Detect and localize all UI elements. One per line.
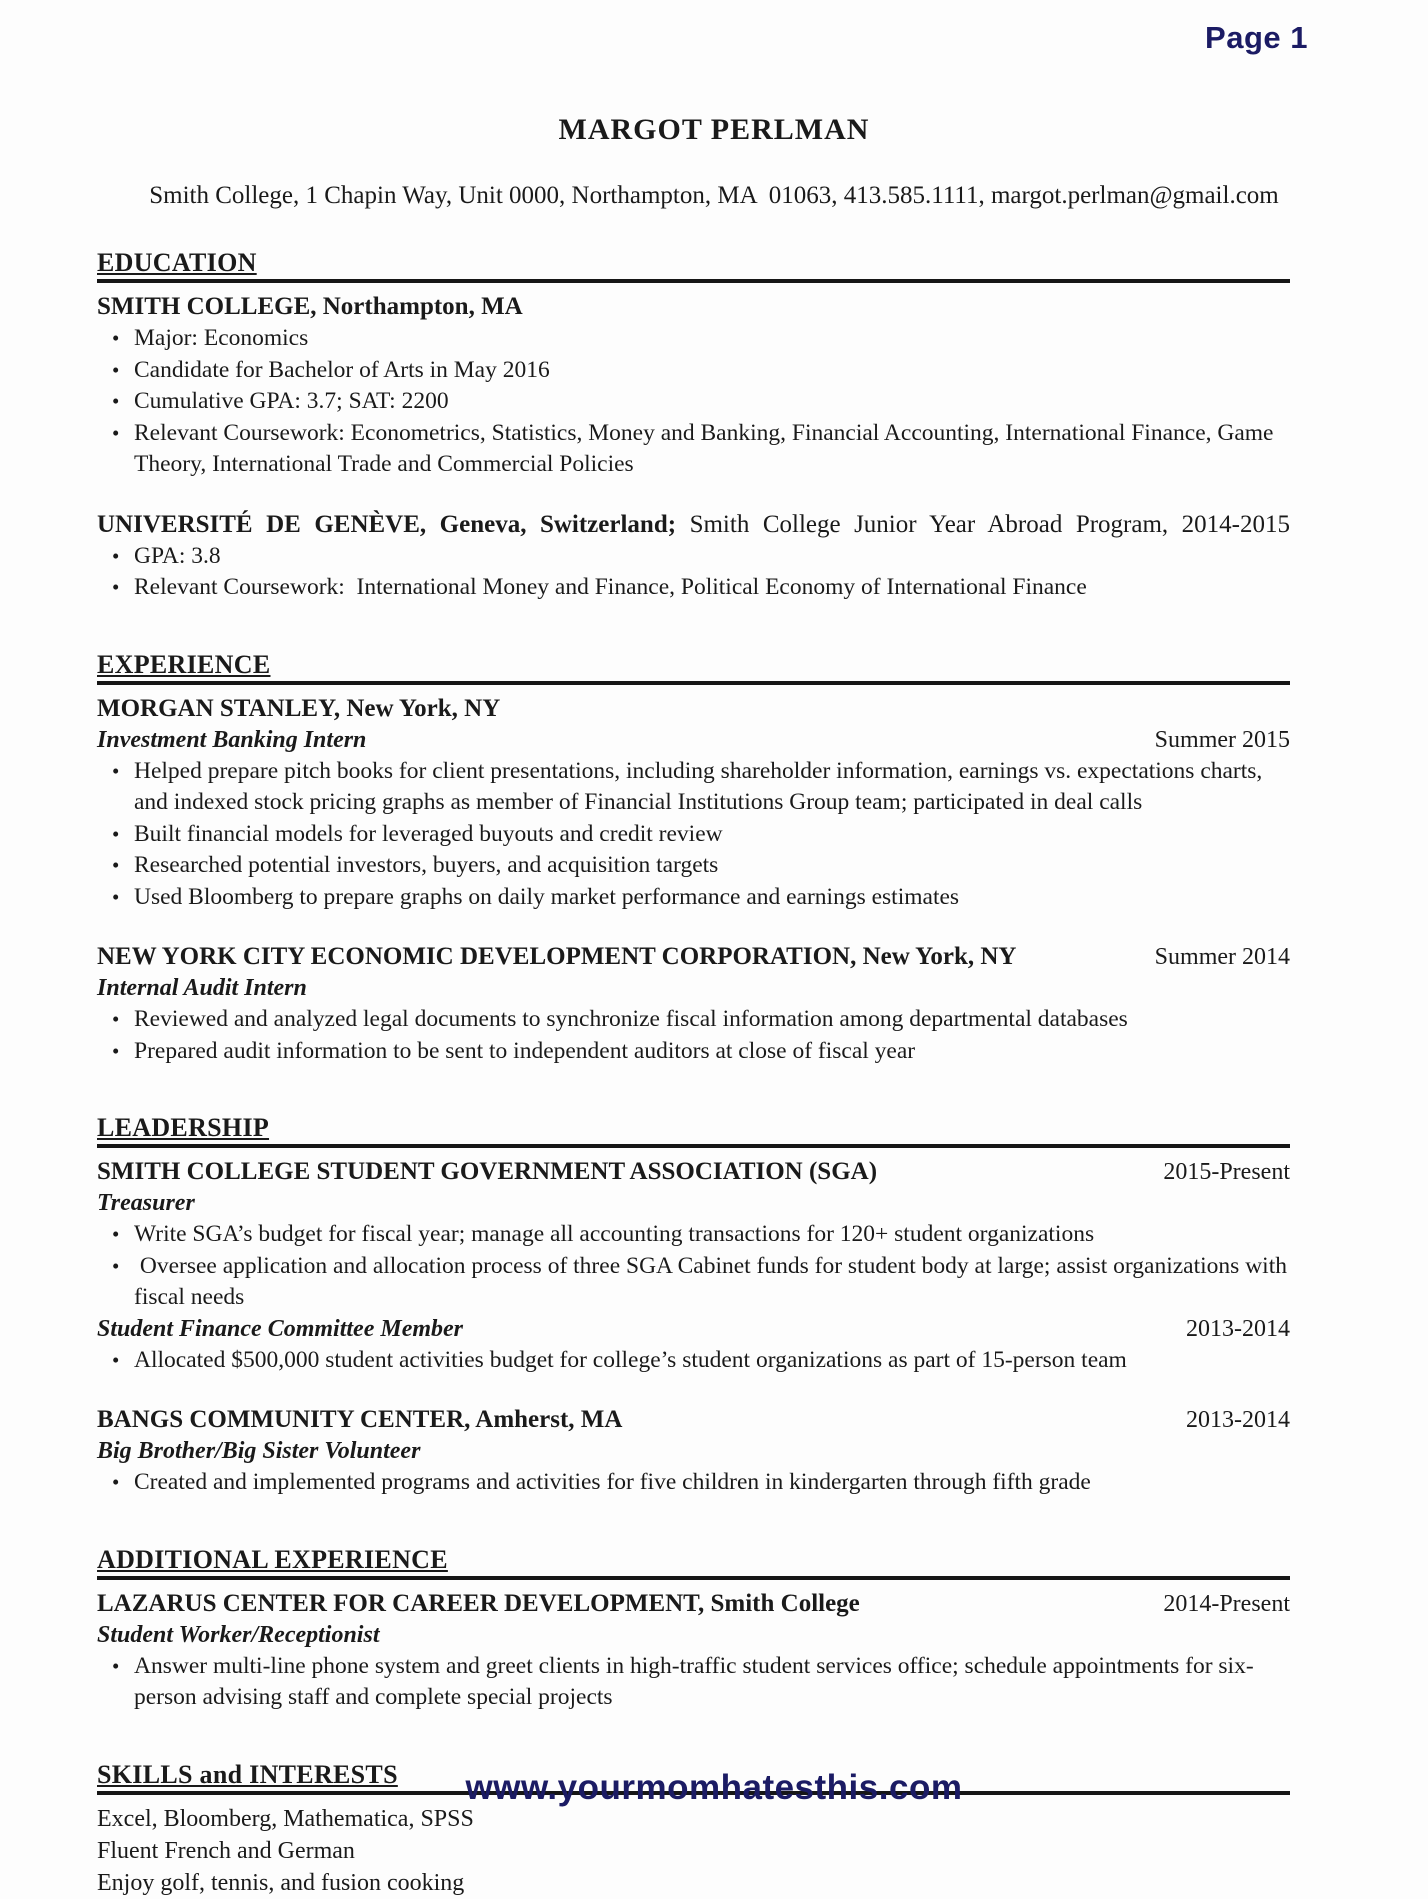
bullet-item [97, 1467, 1290, 1499]
bullet-item [97, 323, 1290, 355]
experience-section [97, 650, 1290, 1068]
bullet-text: Helped prepare pitch books for client presentations, including shareholder information, earnings vs. expectations charts, and indexed stock pricing graphs as member of Financial Institutions Group team; participated in deal calls [134, 757, 1269, 815]
education-heading-text: EDUCATION [97, 248, 257, 277]
bullet-list [97, 323, 1290, 481]
bullet-item [97, 355, 1290, 387]
entry-org: BANGS COMMUNITY CENTER, Amherst, MA [97, 1406, 623, 1433]
bullet-text: Oversee application and allocation process of three SGA Cabinet funds for student body at large; assist organizations with fiscal needs [134, 1252, 1293, 1310]
bullet-list [97, 1004, 1290, 1067]
entry-org: SMITH COLLEGE STUDENT GOVERNMENT ASSOCIATION (SGA) [97, 1158, 878, 1185]
leadership-heading [97, 1113, 1290, 1148]
bullet-list [97, 1651, 1290, 1714]
skills-line: Enjoy golf, tennis, and fusion cooking [97, 1869, 465, 1896]
bullet-list [97, 1467, 1290, 1499]
bullet-list [97, 1345, 1290, 1377]
entry-date: Summer 2014 [1154, 944, 1290, 970]
additional-experience-heading [97, 1545, 1290, 1580]
experience-entry-nycedc [97, 941, 1290, 1067]
bullet-item [97, 850, 1290, 882]
entry-org: MORGAN STANLEY, New York, NY [97, 694, 501, 722]
skills-line: Fluent French and German [97, 1837, 355, 1864]
bullet-text: Answer multi-line phone system and greet clients in high-traffic student services office; schedule appointments for six-person advising staff and complete special projects [134, 1652, 1254, 1710]
bullet-text: Cumulative GPA: 3.7; SAT: 2200 [134, 388, 449, 414]
additional-experience-heading-text: ADDITIONAL EXPERIENCE [97, 1544, 448, 1574]
education-entry-smith [97, 291, 1290, 481]
education-section [97, 248, 1290, 604]
leadership-heading-text: LEADERSHIP [97, 1113, 270, 1142]
entry-title-row [97, 1404, 1290, 1436]
bullet-text: GPA: 3.8 [134, 542, 221, 569]
page-number-label: Page 1 [1205, 20, 1308, 55]
entry-title-row [97, 1588, 1290, 1620]
bullet-text: Used Bloomberg to prepare graphs on daily market performance and earnings estimates [134, 883, 960, 910]
bullet-item [97, 1251, 1293, 1314]
experience-entry-morgan-stanley [97, 693, 1290, 914]
bullet-item [97, 418, 1290, 481]
entry-title-row [97, 291, 1290, 323]
leadership-entry-bangs [97, 1404, 1290, 1499]
experience-heading [97, 650, 1290, 685]
entry-date: 2014-Present [1163, 1590, 1290, 1617]
entry-role-row [97, 1620, 1290, 1651]
bullet-item [97, 1219, 1290, 1251]
entry-role: Investment Banking Intern [97, 726, 367, 753]
skills-heading-text: SKILLS and INTERESTS [97, 1759, 398, 1789]
bullet-item [97, 1004, 1290, 1036]
entry-date: 2013-2014 [1186, 1407, 1290, 1433]
entry-role-row [97, 1314, 1290, 1345]
bullet-text: Created and implemented programs and activities for five children in kindergarten through fifth grade [134, 1469, 1091, 1495]
bullet-text: Prepared audit information to be sent to independent auditors at close of fiscal year [134, 1037, 916, 1064]
entry-date: 2013-2014 [1186, 1315, 1290, 1342]
bullet-item [97, 572, 1290, 604]
resume-content [97, 248, 1293, 1899]
bullet-item [97, 1345, 1290, 1377]
entry-date: 2015-Present [1163, 1159, 1290, 1185]
entry-role: Student Finance Committee Member [97, 1315, 464, 1342]
entry-role: Internal Audit Intern [97, 975, 307, 1001]
bullet-item [97, 1036, 1290, 1068]
contact-info: Smith College, 1 Chapin Way, Unit 0000, Northampton, MA 01063, 413.585.1111, margot.perlman@gmail.com [149, 182, 1279, 209]
page-title: MARGOT PERLMAN [558, 113, 870, 146]
entry-role-row [97, 725, 1290, 756]
entry-org-subtitle: Smith College Junior Year Abroad Program, 2014-2015 [689, 510, 1290, 538]
entry-org: UNIVERSITÉ DE GENÈVE, Geneva, Switzerland; [97, 510, 677, 538]
experience-heading-text: EXPERIENCE [97, 649, 271, 679]
additional-entry-lazarus [97, 1588, 1290, 1714]
additional-experience-section [97, 1545, 1290, 1714]
entry-role: Student Worker/Receptionist [97, 1621, 380, 1648]
bullet-text: Reviewed and analyzed legal documents to synchronize fiscal information among departmental databases [134, 1006, 1128, 1032]
bullet-text: Relevant Coursework: Econometrics, Statistics, Money and Banking, Financial Accounting, International Finance, Game Theory, International Trade and Commercial Policies [134, 419, 1279, 477]
entry-title-row [97, 1156, 1290, 1188]
bullet-item [97, 541, 1290, 573]
bullet-text: Major: Economics [134, 325, 309, 351]
bullet-text: Built financial models for leveraged buyouts and credit review [134, 820, 723, 847]
entry-role: Treasurer [97, 1190, 195, 1216]
entry-title-row [97, 509, 1290, 541]
entry-role-row [97, 1436, 1290, 1467]
bullet-item [97, 819, 1290, 851]
bullet-text: Write SGA’s budget for fiscal year; manage all accounting transactions for 120+ student organizations [134, 1221, 1095, 1247]
bullet-text: Relevant Coursework: International Money and Finance, Political Economy of International Finance [134, 574, 1087, 600]
bullet-list [97, 541, 1290, 604]
entry-role: Big Brother/Big Sister Volunteer [97, 1438, 421, 1464]
bullet-text: Candidate for Bachelor of Arts in May 2016 [134, 356, 550, 383]
entry-role-row [97, 1188, 1290, 1219]
entry-org: SMITH COLLEGE, Northampton, MA [97, 293, 523, 320]
leadership-section [97, 1113, 1293, 1499]
leadership-entry-sga [97, 1156, 1293, 1376]
education-heading [97, 248, 1290, 283]
skills-line: Excel, Bloomberg, Mathematica, SPSS [97, 1805, 474, 1832]
watermark-url: www.yourmomhatesthis.com [465, 1768, 963, 1807]
entry-date: Summer 2015 [1154, 726, 1290, 753]
bullet-item [97, 882, 1290, 914]
bullet-text: Allocated $500,000 student activities budget for college’s student organizations as part of 15-person team [134, 1346, 1127, 1373]
education-entry-geneva [97, 509, 1290, 604]
entry-org: NEW YORK CITY ECONOMIC DEVELOPMENT CORPORATION, New York, NY [97, 943, 1017, 970]
bullet-item [97, 386, 1290, 418]
entry-org: LAZARUS CENTER FOR CAREER DEVELOPMENT, Smith College [97, 1589, 860, 1617]
entry-role-row [97, 973, 1290, 1004]
bullet-item [97, 1651, 1290, 1714]
entry-title-row [97, 693, 1290, 725]
bullet-text: Researched potential investors, buyers, and acquisition targets [134, 852, 719, 878]
bullet-list [97, 756, 1290, 914]
bullet-item [97, 756, 1290, 819]
entry-title-row [97, 941, 1290, 973]
bullet-list [97, 1219, 1293, 1314]
